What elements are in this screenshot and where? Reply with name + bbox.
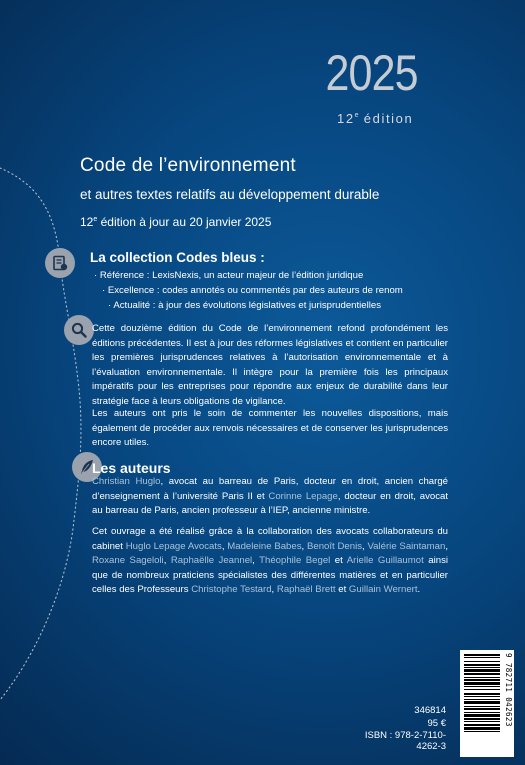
barcode-bar xyxy=(464,661,500,662)
edition-sup: e xyxy=(354,112,359,119)
barcode-bar xyxy=(464,714,500,717)
barcode-bar xyxy=(464,657,500,658)
barcode-bar xyxy=(464,689,500,690)
edition-label xyxy=(337,111,413,126)
authors-paragraph: Christian Huglo, avocat au barreau de Paris, docteur en droit, ancien chargé d’enseignement à l’université Paris II et Corinne Lepage, docteur en droit, avocat au barreau de Paris, ancien professeur à l’IEP, ancienne ministre. xyxy=(92,476,449,516)
barcode-bar xyxy=(464,699,500,700)
year-label: 2025 xyxy=(325,45,418,101)
book-icon xyxy=(45,248,75,278)
description-paragraph-1: Cette douzième édition du Code de l’environnement refond profondément les éditions précédentes. Il est à jour des réformes législatives et contient en particulier les premières jurisprudences relatives à l’autorisation environnementale et à l’évaluation environnementale. Il intègre pour la première fois les principaux impératifs pour les entreprises pour répondre aux enjeux de durabilité dans leur stratégie face à leurs obligations de vigilance. xyxy=(92,323,448,407)
barcode-bar xyxy=(464,731,500,732)
book-title: Code de l’environnement xyxy=(80,155,296,176)
magnifier-icon xyxy=(64,315,94,345)
uptodate-rest: édition à jour au 20 janvier 2025 xyxy=(97,215,272,229)
barcode-bar xyxy=(464,727,500,730)
barcode-bar xyxy=(464,677,500,678)
barcode-digits: 9 782711 042623 xyxy=(504,653,513,727)
uptodate-line xyxy=(80,215,271,229)
barcode-bar xyxy=(464,654,500,656)
authors-title: Les auteurs xyxy=(92,460,171,476)
barcode-bar xyxy=(464,679,500,681)
barcode-bar xyxy=(464,724,500,726)
product-code-block xyxy=(362,704,446,730)
barcode-bar xyxy=(464,667,500,668)
barcode-bar xyxy=(464,712,500,713)
book-subtitle: et autres textes relatifs au développement durable xyxy=(80,187,380,202)
collection-title: La collection Codes bleus : xyxy=(90,250,265,265)
barcode-bar xyxy=(464,718,500,720)
barcode-bar xyxy=(464,673,500,675)
barcode-bar xyxy=(464,708,500,710)
barcode xyxy=(460,650,514,757)
barcode-bar xyxy=(464,721,500,722)
description-paragraph-2: Les auteurs ont pris le soin de commenter les nouvelles dispositions, mais également de procéder aux renvois nécessaires et de conserver les jurisprudences encore utiles. xyxy=(92,408,448,448)
collection-bullets xyxy=(94,268,403,313)
edition-number: 12 xyxy=(337,111,355,126)
firm-name: Huglo Lepage Avocats xyxy=(125,540,222,552)
author-name-lepage: Corinne Lepage xyxy=(268,490,338,502)
price-label: 95 € xyxy=(427,718,446,729)
barcode-bar xyxy=(464,696,500,697)
barcode-bar xyxy=(464,664,500,666)
barcode-bar xyxy=(464,669,500,672)
bullet-excellence: · Excellence : codes annotés ou commentés par des auteurs de renom xyxy=(102,285,403,296)
uptodate-number: 12 xyxy=(80,215,94,229)
barcode-bar xyxy=(464,706,500,707)
bullet-reference: · Référence : LexisNexis, un acteur majeur de l’édition juridique xyxy=(94,270,364,281)
uptodate-sup: e xyxy=(93,216,98,223)
author-name-huglo: Christian Huglo xyxy=(92,476,161,487)
product-code: 346814 xyxy=(414,705,446,716)
bullet-actualite: · Actualité : à jour des évolutions législatives et jurisprudentielles xyxy=(108,300,382,311)
barcode-bar xyxy=(464,701,500,704)
barcode-bar xyxy=(464,693,500,695)
edition-word: édition xyxy=(363,111,414,126)
barcode-bar xyxy=(464,686,500,687)
barcode-bar xyxy=(464,682,500,685)
collaborators-paragraph: Cet ouvrage a été réalisé grâce à la collaboration des avocats collaborateurs du cabinet Huglo Lepage Avocats, Madeleine Babes, Benoît Denis, Valérie Saintaman, Roxane Sageloli, Raphaëlle Jeannel, Théophile Begel et Arielle Guillaumot ainsi que de nombreux praticiens spécialistes des différentes matières et en particulier celles des Professeurs Christophe Testard, Raphaël Brett et Guillain Wernert. xyxy=(92,526,448,595)
isbn-label: ISBN : 978-2-7110-4262-3 xyxy=(364,730,446,752)
